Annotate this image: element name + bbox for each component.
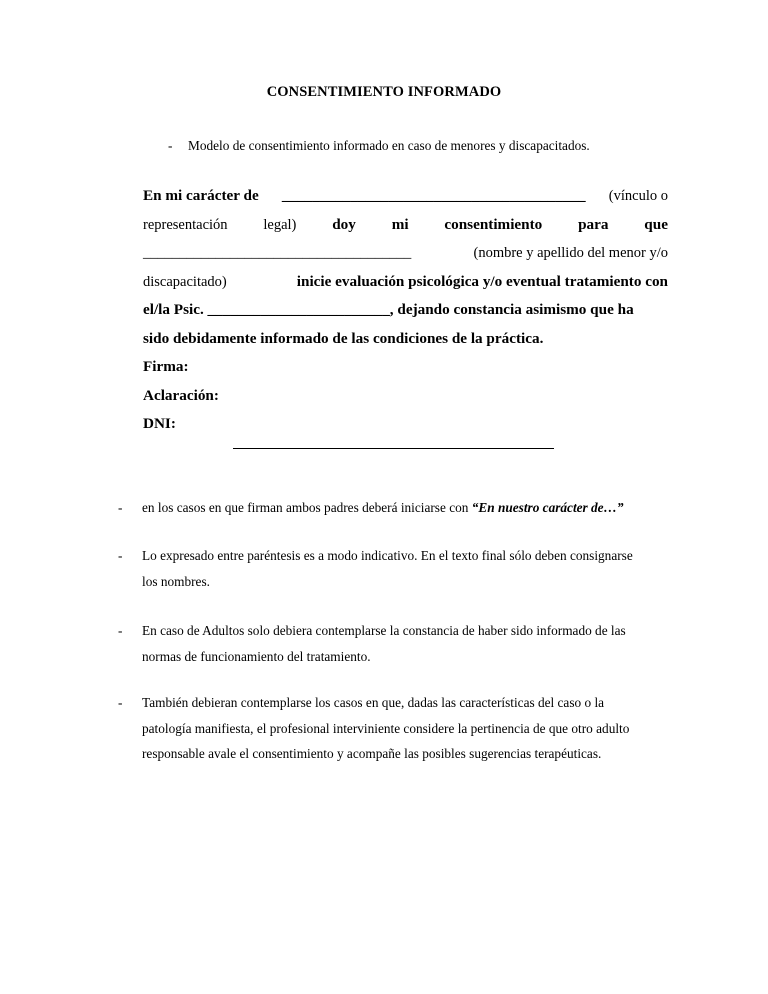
note-3-line-1: En caso de Adultos solo debiera contemplarse la constancia de haber sido informado de las — [142, 623, 626, 638]
aclaracion-label: Aclaración: — [143, 386, 219, 404]
note-2-text — [142, 543, 668, 594]
form-line1-label: En mi carácter de — [143, 187, 259, 204]
note-4-line-3: responsable avale el consentimiento y acompañe las posibles sugerencias terapéuticas. — [142, 746, 602, 761]
form-line-4 — [143, 268, 668, 297]
form-line4-normal: discapacitado) — [143, 273, 227, 290]
note-dash: - — [118, 548, 123, 563]
form-line-6: sido debidamente informado de las condiciones de la práctica. — [143, 329, 544, 347]
note-dash: - — [118, 500, 123, 515]
form-line1-tail: (vínculo o — [608, 188, 668, 204]
note-4-text — [142, 690, 668, 767]
note-2-line-1: Lo expresado entre paréntesis es a modo indicativo. En el texto final sólo deben consignarse — [142, 548, 633, 563]
note-1-body: en los casos en que firman ambos padres deberá iniciarse con — [142, 500, 472, 515]
form-line2-word: mi — [391, 215, 409, 233]
note-1 — [118, 495, 668, 521]
note-4-line-2: patología manifiesta, el profesional interviniente considere la pertinencia de que otro adulto — [142, 720, 630, 736]
form-line-2 — [143, 211, 668, 240]
form-line2-word: doy — [332, 215, 356, 233]
subtitle-text: Modelo de consentimiento informado en caso de menores y discapacitados. — [188, 138, 590, 153]
form-line2-word: para — [578, 215, 609, 233]
subtitle-dash: - — [168, 138, 173, 153]
note-3 — [118, 618, 668, 669]
note-2 — [118, 543, 668, 594]
subtitle — [168, 138, 590, 154]
document-title: CONSENTIMIENTO INFORMADO — [266, 84, 502, 100]
note-4-line-1: También debieran contemplarse los casos en que, dadas las características del caso o la — [142, 695, 605, 710]
vinculo-blank: ________________________________________ — [281, 187, 586, 204]
form-line3-tail: (nombre y apellido del menor y/o — [473, 245, 668, 261]
form-line-1 — [143, 182, 668, 211]
note-dash: - — [118, 623, 123, 638]
form-line-5: el/la Psic. ________________________, dejando constancia asimismo que ha — [143, 301, 634, 318]
note-1-text — [142, 495, 668, 521]
firma-label: Firma: — [143, 358, 189, 375]
form-line2-word: representación — [143, 216, 228, 233]
note-1-emphasis: “En nuestro carácter de…” — [471, 500, 624, 515]
note-3-text — [142, 618, 668, 669]
form-line4-bold: inicie evaluación psicológica y/o eventual tratamiento con — [296, 272, 668, 290]
signature-line — [233, 448, 554, 449]
note-dash: - — [118, 695, 123, 710]
form-line2-word: consentimiento — [444, 215, 543, 233]
form-line2-word: que — [644, 215, 668, 233]
dni-label: DNI: — [143, 415, 176, 432]
nombre-blank: _____________________________________ — [143, 245, 412, 261]
form-line-3 — [143, 239, 668, 268]
note-2-line-2: los nombres. — [142, 573, 210, 589]
note-3-line-2: normas de funcionamiento del tratamiento. — [142, 648, 371, 664]
note-4 — [118, 690, 668, 767]
consent-form-body — [143, 182, 668, 439]
form-line2-word: legal) — [263, 216, 297, 233]
